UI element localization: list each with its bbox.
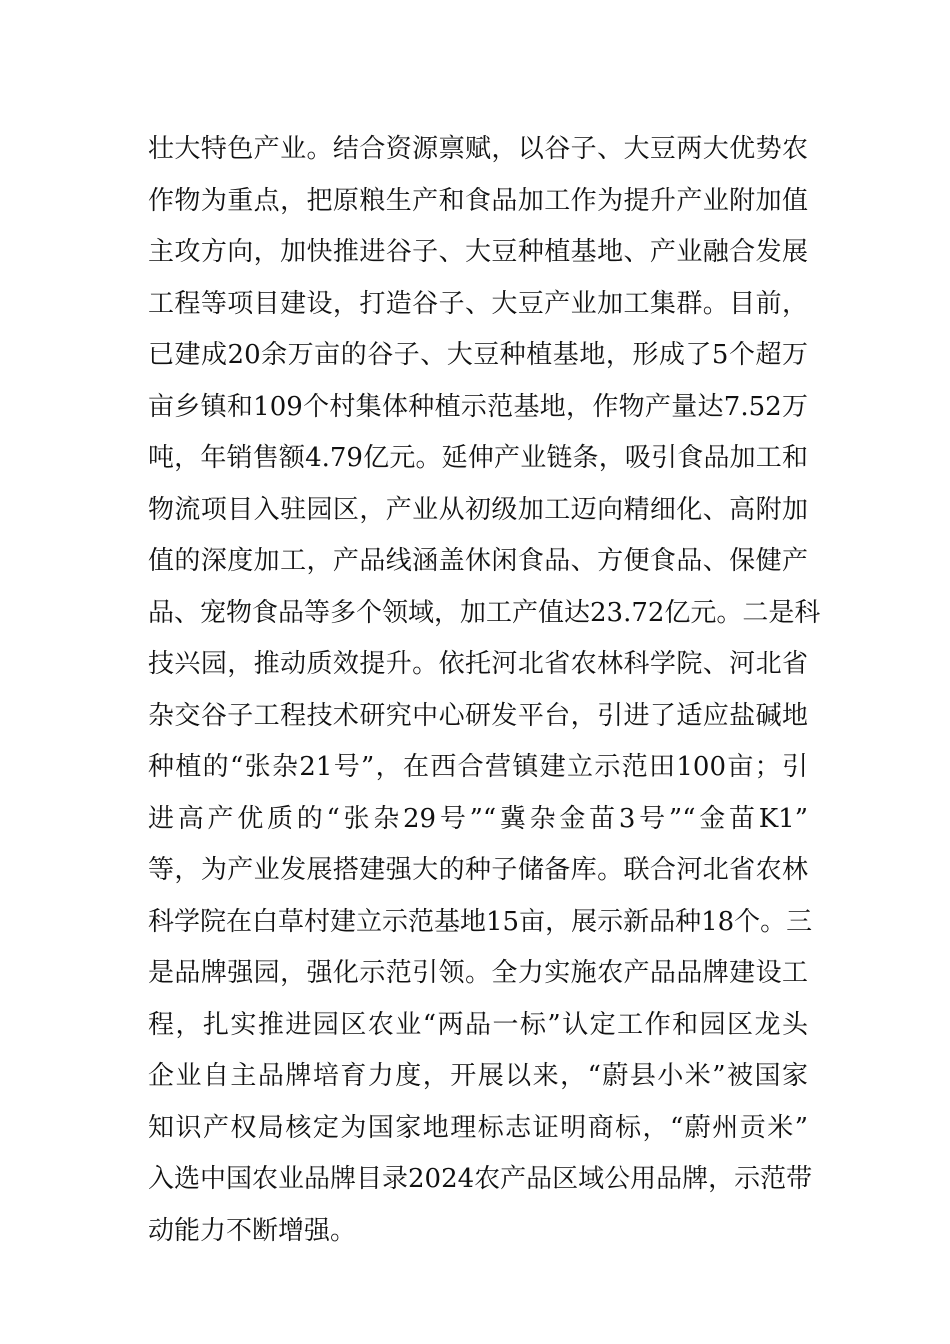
text-line: 壮大特色产业。结合资源禀赋，以谷子、大豆两大优势农 [148, 134, 808, 164]
text-line: 进高产优质的“张杂29号”“冀杂金苗3号”“金苗K1” [148, 803, 808, 834]
text-line: 亩乡镇和109个村集体种植示范基地，作物产量达7.52万 [148, 391, 808, 422]
text-line: 种植的“张杂21号”，在西合营镇建立示范田100亩；引 [148, 752, 808, 782]
text-line: 杂交谷子工程技术研究中心研发平台，引进了适应盐碱地 [148, 700, 808, 731]
text-line: 程，扎实推进园区农业“两品一标”认定工作和园区龙头 [148, 1009, 808, 1040]
text-line: 知识产权局核定为国家地理标志证明商标，“蔚州贡米” [148, 1112, 808, 1143]
text-line: 科学院在白草村建立示范基地15亩，展示新品种18个。三 [148, 906, 813, 937]
text-line: 技兴园，推动质效提升。依托河北省农林科学院、河北省 [148, 649, 808, 679]
text-line: 主攻方向，加快推进谷子、大豆种植基地、产业融合发展 [148, 237, 808, 267]
text-line: 企业自主品牌培育力度，开展以来，“蔚县小米”被国家 [148, 1061, 808, 1091]
body-paragraph [148, 124, 821, 1257]
text-line: 工程等项目建设，打造谷子、大豆产业加工集群。目前， [148, 288, 808, 319]
text-line: 等，为产业发展搭建强大的种子储备库。联合河北省农林 [148, 855, 808, 885]
text-line: 值的深度加工，产品线涵盖休闲食品、方便食品、保健产 [148, 546, 808, 576]
text-line: 是品牌强园，强化示范引领。全力实施农产品品牌建设工 [148, 958, 808, 988]
text-line: 已建成20余万亩的谷子、大豆种植基地，形成了5个超万 [148, 340, 808, 370]
text-line: 品、宠物食品等多个领域，加工产值达23.72亿元。二是科 [148, 597, 821, 628]
text-line: 吨，年销售额4.79亿元。延伸产业链条，吸引食品加工和 [148, 443, 808, 473]
text-line: 作物为重点，把原粮生产和食品加工作为提升产业附加值 [148, 185, 808, 216]
text-line: 动能力不断增强。 [148, 1215, 357, 1246]
text-line: 入选中国农业品牌目录2024农产品区域公用品牌，示范带 [148, 1164, 813, 1194]
text-line: 物流项目入驻园区，产业从初级加工迈向精细化、高附加 [148, 494, 808, 525]
